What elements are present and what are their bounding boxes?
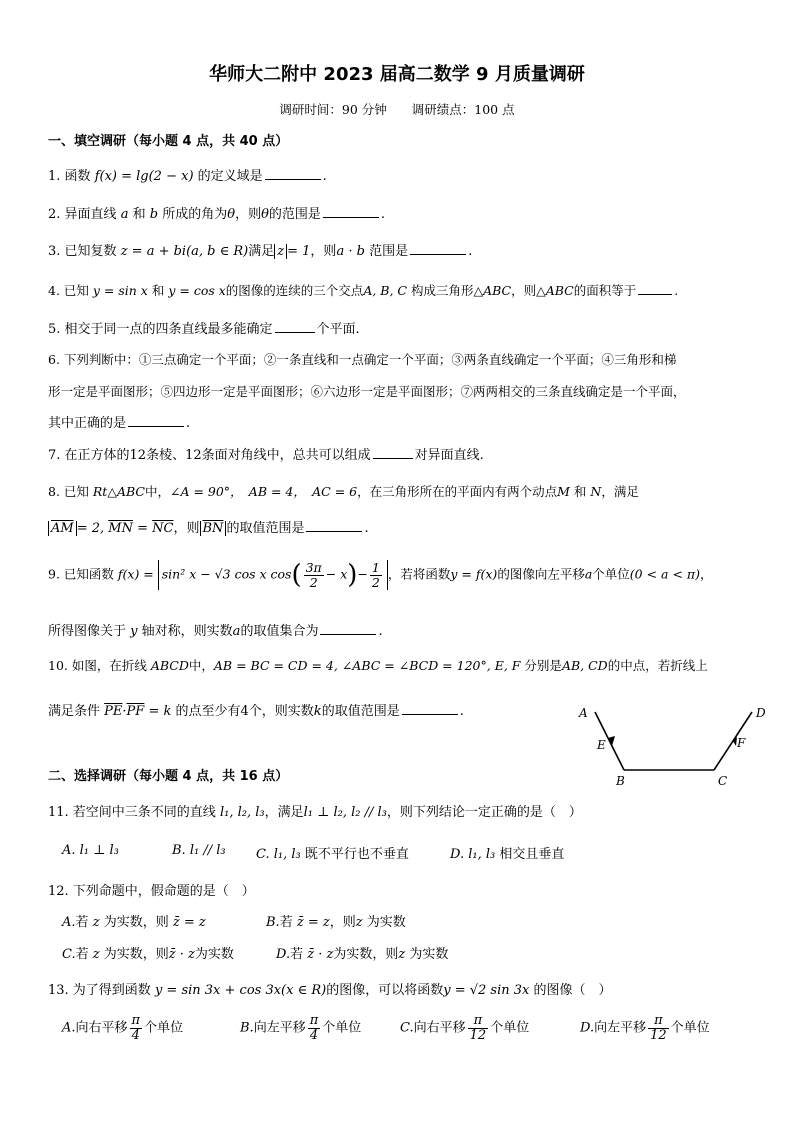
q3-formula: = 1 bbox=[287, 244, 311, 259]
q13-option-a bbox=[62, 1014, 183, 1042]
q12-option-c-label: C. bbox=[62, 947, 76, 962]
q3-end: . bbox=[468, 244, 473, 259]
q8-formula: Rt△ABC bbox=[92, 484, 145, 499]
question-12: 12. 下列命题中，假命题的是（ ） bbox=[48, 884, 255, 899]
answer-blank bbox=[320, 633, 376, 635]
q10-text: 的取值范围是 bbox=[321, 704, 400, 719]
q2-end: . bbox=[380, 207, 386, 222]
q10-text: 满足条件 bbox=[48, 704, 101, 719]
q11-option-d-text: 相交且垂直 bbox=[499, 847, 565, 862]
q13-option-c bbox=[400, 1014, 529, 1042]
question-5 bbox=[48, 318, 360, 337]
q11-option-d-label: D. l₁, l₃ bbox=[450, 847, 496, 862]
q9-numerator: 1 bbox=[371, 560, 380, 576]
q9-var: a bbox=[584, 566, 593, 582]
q10-text: 中， bbox=[188, 658, 214, 673]
q12-option-d bbox=[276, 943, 448, 962]
q2-text: 2. 异面直线 bbox=[48, 207, 117, 222]
q9-formula: − x bbox=[325, 566, 348, 582]
q9-text: 个单位 bbox=[592, 566, 630, 582]
q10-var: AB, CD bbox=[561, 658, 608, 673]
answer-blank bbox=[265, 178, 321, 180]
q12-var: z bbox=[355, 915, 363, 930]
label-a: A bbox=[579, 706, 588, 720]
q5-text: 5. 相交于同一点的四条直线最多能确定 bbox=[48, 322, 273, 337]
q13-text: 向右平移 bbox=[413, 1020, 466, 1036]
q8-text: ，在三角形所在的平面内有两个动点 bbox=[357, 484, 558, 499]
q13-numerator: π bbox=[309, 1013, 319, 1028]
q12-text: ，则 bbox=[329, 915, 356, 930]
q9-text: 的取值集合为 bbox=[240, 624, 319, 639]
q10-text: 的中点，若折线上 bbox=[607, 658, 708, 673]
q13-denominator: 4 bbox=[309, 1027, 319, 1043]
q4-formula: △ABC bbox=[536, 283, 574, 298]
q12-text: 为实数，则 bbox=[103, 947, 169, 962]
q5-text: 个平面. bbox=[316, 322, 360, 337]
q12-option-b-label: B. bbox=[266, 915, 280, 930]
q8-formula: ∠A = 90°， AB = 4， AC = 6 bbox=[169, 484, 358, 499]
q10-var: ABCD bbox=[150, 658, 189, 673]
label-c: C bbox=[718, 774, 728, 788]
q9-text: ，若将函数 bbox=[387, 566, 451, 582]
q12-text: 为实数 bbox=[409, 947, 449, 962]
q11-formula: l₁ ⊥ l₂, l₂ // l₃ bbox=[303, 805, 387, 820]
q12-var: z bbox=[398, 947, 406, 962]
q12-text: 若 bbox=[290, 947, 304, 962]
q12-var: z bbox=[92, 915, 100, 930]
q12-text: 若 bbox=[75, 947, 89, 962]
q9-formula: sin² x − √3 cos x cos bbox=[161, 566, 292, 582]
q3-text: 满足 bbox=[248, 244, 275, 259]
q9-fraction bbox=[370, 561, 382, 588]
q12-text: 为实数 bbox=[366, 915, 406, 930]
q2-var: a bbox=[120, 207, 129, 222]
q2-var: θ bbox=[227, 207, 236, 222]
q4-text: 4. 已知 bbox=[48, 283, 89, 298]
q9-formula: f(x) = bbox=[117, 566, 154, 582]
q9-text: 轴对称，则实数 bbox=[141, 624, 233, 639]
q12-text: 若 bbox=[279, 915, 293, 930]
q13-text: 向右平移 bbox=[75, 1020, 128, 1036]
q8-text: 和 bbox=[573, 484, 587, 499]
q7-text: 对异面直线. bbox=[414, 448, 484, 463]
answer-blank bbox=[638, 293, 672, 295]
q9-formula: (0 < a < π) bbox=[629, 566, 701, 582]
question-9-line-2 bbox=[48, 620, 383, 639]
q1-text: 1. 函数 bbox=[48, 169, 91, 184]
q10-vector: $\overline{PE}$ bbox=[104, 704, 123, 719]
q13-formula: y = sin 3x + cos 3x(x ∈ R) bbox=[154, 983, 327, 998]
q9-numerator: 3π bbox=[305, 560, 322, 576]
q13-option-a-label: A. bbox=[62, 1020, 76, 1036]
q13-option-d-label: D. bbox=[580, 1020, 595, 1036]
answer-blank bbox=[306, 530, 362, 532]
label-b: B bbox=[616, 774, 625, 788]
q13-text: 13. 为了得到函数 bbox=[48, 983, 151, 998]
q10-formula: = k bbox=[148, 704, 172, 719]
question-7 bbox=[48, 444, 484, 463]
question-9-line-1 bbox=[48, 560, 713, 590]
answer-blank bbox=[323, 216, 379, 218]
section-choice-heading: 二、选择调研（每小题 4 点，共 16 点） bbox=[48, 769, 289, 784]
q9-text: 的图像向左平移 bbox=[497, 566, 585, 582]
q10-text: 的点至少有4个，则实数 bbox=[175, 704, 314, 719]
q4-text: ，则 bbox=[511, 283, 537, 298]
q2-text: 和 bbox=[132, 207, 146, 222]
q4-end: . bbox=[674, 283, 679, 298]
q8-var: N bbox=[590, 484, 602, 499]
question-8-line-2 bbox=[48, 517, 369, 536]
q8-text: 8. 已知 bbox=[48, 484, 89, 499]
q13-numerator: π bbox=[131, 1013, 141, 1028]
q13-text: 个单位 bbox=[670, 1020, 710, 1036]
q9-formula: y = f(x) bbox=[450, 566, 498, 582]
q8-vector: $\overline{MN}$ bbox=[108, 521, 133, 536]
q8-formula: = bbox=[137, 521, 149, 536]
q9-fraction bbox=[304, 561, 324, 588]
q2-text: 的范围是 bbox=[268, 207, 321, 222]
q13-text: 个单位 bbox=[144, 1020, 184, 1036]
q4-formula: A, B, C bbox=[363, 283, 407, 298]
q13-fraction bbox=[468, 1014, 489, 1042]
exam-subtitle: 调研时间：90 分钟 调研绩点：100 点 bbox=[279, 102, 515, 117]
q6-text: 其中正确的是 bbox=[48, 416, 127, 431]
q8-vector: $\overline{AM}$ bbox=[48, 521, 77, 536]
q4-text: 和 bbox=[151, 283, 165, 298]
q4-formula: y = cos x bbox=[168, 283, 226, 298]
label-e: E bbox=[597, 738, 606, 752]
q12-var: z bbox=[92, 947, 100, 962]
q12-option-d-label: D. bbox=[276, 947, 291, 962]
question-6-line-2: 形一定是平面图形；⑤四边形一定是平面图形；⑥六边形一定是平面图形；⑦两两相交的三条直线确定是一个平面， bbox=[48, 384, 686, 399]
q13-denominator: 4 bbox=[131, 1027, 140, 1043]
question-10-line-1 bbox=[48, 656, 708, 674]
q12-option-b bbox=[266, 911, 406, 930]
q13-denominator: 12 bbox=[650, 1027, 667, 1043]
question-6-line-1: 6. 下列判断中：①三点确定一个平面；②一条直线和一点确定一个平面；③两条直线确定一个平面；④三角形和梯 bbox=[48, 352, 677, 367]
polyline-figure bbox=[570, 700, 780, 790]
q13-fraction bbox=[648, 1014, 669, 1042]
question-1 bbox=[48, 165, 327, 184]
q1-formula: f(x) = lg(2 − x) bbox=[94, 169, 194, 184]
q12-text: 若 bbox=[75, 915, 89, 930]
q8-vector: $\overline{BN}$ bbox=[200, 521, 227, 536]
q4-formula: y = sin x bbox=[92, 283, 148, 298]
q9-abs-expression bbox=[158, 560, 388, 590]
q13-text: 向左平移 bbox=[594, 1020, 647, 1036]
q11-formula: l₁, l₂, l₃ bbox=[219, 805, 265, 820]
q11-option-c-text: 既不平行也不垂直 bbox=[304, 847, 409, 862]
q9-text: 9. 已知函数 bbox=[48, 566, 114, 582]
answer-blank bbox=[128, 425, 184, 427]
q3-text: ，则 bbox=[310, 244, 337, 259]
question-2 bbox=[48, 203, 385, 222]
q12-formula: z̄ · z bbox=[307, 947, 334, 962]
question-8-line-1 bbox=[48, 482, 639, 500]
q13-text: 的图像（ ） bbox=[533, 983, 612, 998]
q11-option-a: A. l₁ ⊥ l₃ bbox=[62, 843, 119, 858]
q6-end: . bbox=[186, 416, 191, 431]
q9-formula: − bbox=[357, 566, 368, 582]
label-f: F bbox=[737, 736, 746, 750]
q10-text: 分别是 bbox=[524, 658, 562, 673]
q4-formula: △ABC bbox=[473, 283, 512, 298]
q13-numerator: π bbox=[468, 1014, 489, 1029]
q1-text: 的定义域是 bbox=[197, 169, 263, 184]
q2-var: θ bbox=[261, 207, 269, 222]
question-3 bbox=[48, 240, 472, 259]
q11-option-c-label: C. l₁, l₃ bbox=[256, 847, 301, 862]
q9-left-paren: ( bbox=[291, 560, 302, 590]
q13-text: 向左平移 bbox=[253, 1020, 306, 1036]
q2-text: ，则 bbox=[235, 207, 262, 222]
q10-text: 10. 如图，在折线 bbox=[48, 658, 147, 673]
q3-text: 3. 已知复数 bbox=[48, 244, 117, 259]
q13-option-c-label: C. bbox=[400, 1020, 414, 1036]
q10-var: k bbox=[313, 704, 322, 719]
q9-text: ， bbox=[700, 566, 713, 582]
q11-option-d bbox=[450, 843, 564, 862]
q13-fraction bbox=[308, 1014, 321, 1042]
q13-option-b bbox=[240, 1014, 361, 1042]
q9-text: 所得图像关于 bbox=[48, 624, 127, 639]
q12-text: 为实数 bbox=[194, 947, 234, 962]
exam-title: 华师大二附中 2023 届高二数学 9 月质量调研 bbox=[209, 64, 585, 85]
q12-option-c bbox=[62, 943, 234, 962]
q2-var: b bbox=[149, 207, 159, 222]
q8-end: . bbox=[364, 521, 369, 536]
section-fill-in-heading: 一、填空调研（每小题 4 点，共 40 点） bbox=[48, 134, 289, 149]
q11-text: ，则下列结论一定正确的是（ ） bbox=[386, 805, 582, 820]
q3-formula: a · b bbox=[336, 244, 365, 259]
q4-text: 的图像的连续的三个交点 bbox=[225, 283, 364, 298]
question-11 bbox=[48, 801, 582, 820]
q9-denominator: 2 bbox=[371, 574, 380, 590]
q8-text: ，则 bbox=[173, 521, 200, 536]
answer-blank bbox=[275, 331, 315, 333]
question-10-line-2 bbox=[48, 700, 464, 719]
q1-end: . bbox=[322, 169, 327, 184]
q13-text: 个单位 bbox=[322, 1020, 362, 1036]
q12-text: 为实数，则 bbox=[333, 947, 399, 962]
q10-end: . bbox=[459, 704, 464, 719]
q7-text: 7. 在正方体的12条棱、12条面对角线中，总共可以组成 bbox=[48, 448, 371, 463]
answer-blank bbox=[410, 253, 466, 255]
q12-formula: z̄ = z bbox=[172, 915, 206, 930]
answer-blank bbox=[402, 713, 458, 715]
q10-formula: AB = BC = CD = 4, ∠ABC = ∠BCD = 120°, E, F bbox=[213, 658, 521, 673]
q10-vector: $\overline{PF}$ bbox=[126, 704, 145, 719]
q12-text: 为实数，则 bbox=[103, 915, 169, 930]
q13-numerator: π bbox=[648, 1014, 669, 1029]
label-d: D bbox=[756, 706, 766, 720]
q9-denominator: 2 bbox=[309, 574, 318, 590]
q9-var: y bbox=[130, 624, 138, 639]
q8-formula: = 2, bbox=[76, 521, 105, 536]
q11-text: ，满足 bbox=[264, 805, 304, 820]
q9-right-paren: ) bbox=[347, 560, 358, 590]
q12-formula: z̄ = z bbox=[296, 915, 330, 930]
q12-option-a-label: A. bbox=[62, 915, 76, 930]
q8-var: M bbox=[557, 484, 570, 499]
q3-modulus: z bbox=[274, 244, 287, 259]
q3-text: 范围是 bbox=[369, 244, 409, 259]
q11-text: 11. 若空间中三条不同的直线 bbox=[48, 805, 216, 820]
q11-option-b: B. l₁ // l₃ bbox=[172, 843, 226, 858]
q13-text: 的图像，可以将函数 bbox=[326, 983, 444, 998]
q4-text: 的面积等于 bbox=[573, 283, 637, 298]
q9-var: a bbox=[232, 624, 241, 639]
question-13 bbox=[48, 979, 612, 998]
q13-denominator: 12 bbox=[469, 1027, 487, 1043]
q8-text: 中， bbox=[144, 484, 170, 499]
question-6-line-3 bbox=[48, 412, 190, 431]
q8-text: ，满足 bbox=[601, 484, 639, 499]
q12-formula: z̄ · z bbox=[168, 947, 195, 962]
q13-option-b-label: B. bbox=[240, 1020, 254, 1036]
q3-formula: z = a + bi(a, b ∈ R) bbox=[120, 244, 249, 259]
q10-dot: · bbox=[122, 704, 127, 719]
q13-option-d bbox=[580, 1014, 710, 1042]
q13-text: 个单位 bbox=[490, 1020, 530, 1036]
q2-text: 所成的角为 bbox=[162, 207, 228, 222]
q12-option-a bbox=[62, 911, 206, 930]
question-4 bbox=[48, 281, 678, 299]
q8-vector: $\overline{NC}$ bbox=[152, 521, 174, 536]
q11-option-c bbox=[256, 843, 409, 862]
answer-blank bbox=[373, 457, 413, 459]
q9-end: . bbox=[378, 624, 383, 639]
q13-formula: y = √2 sin 3x bbox=[443, 983, 530, 998]
q4-text: 构成三角形 bbox=[410, 283, 474, 298]
q13-fraction bbox=[130, 1014, 143, 1042]
q8-text: 的取值范围是 bbox=[226, 521, 305, 536]
